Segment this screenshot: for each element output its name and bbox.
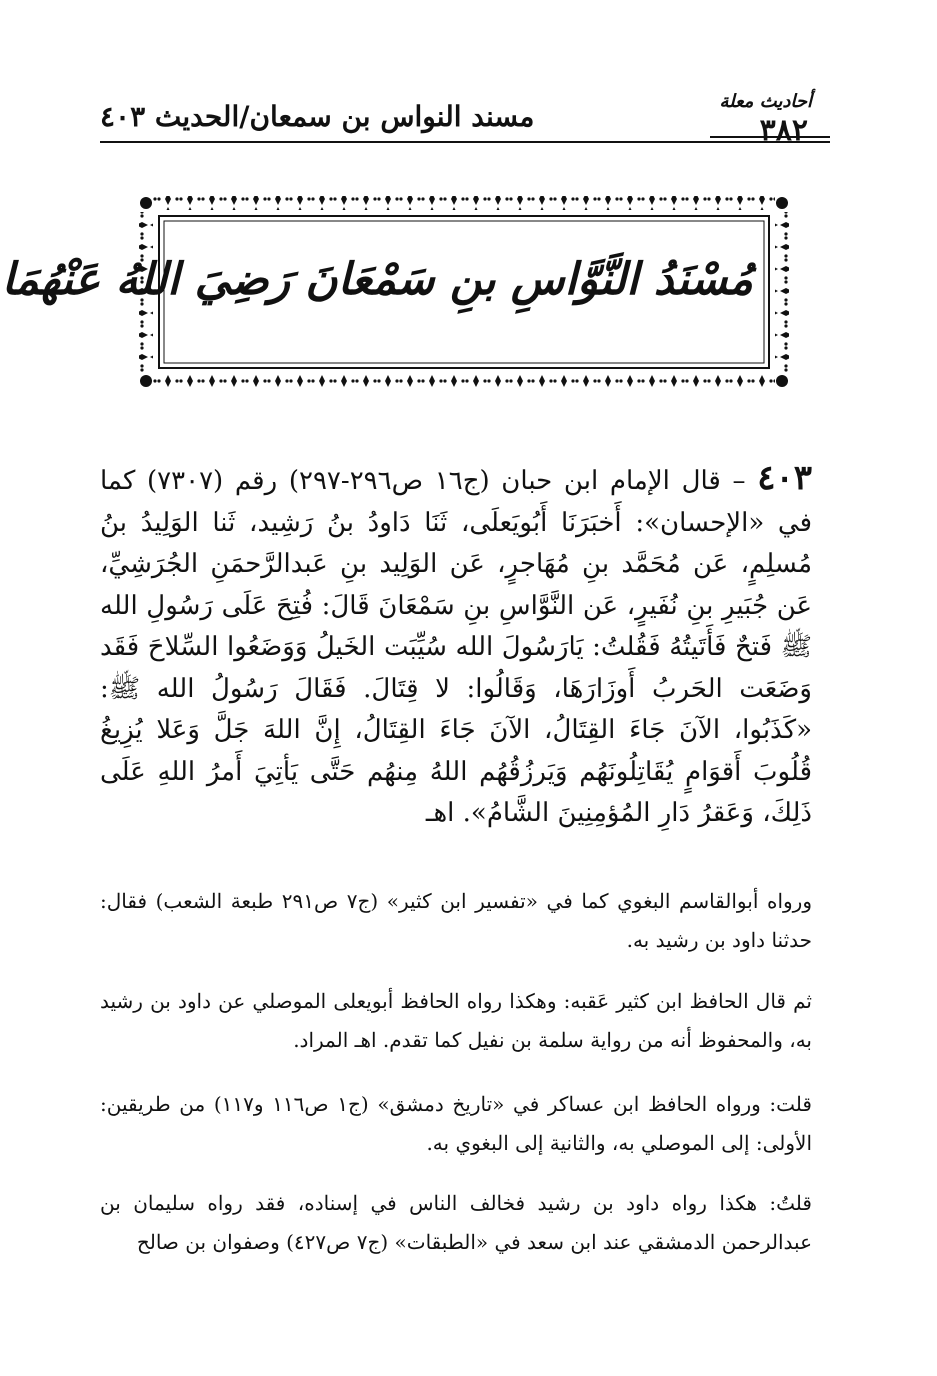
commentary-paragraph-1: ورواه أبوالقاسم البغوي كما في «تفسير ابن كثير» (ج٧ ص٢٩١ طبعة الشعب) فقال: حدثنا داود بن رشيد به. bbox=[100, 889, 812, 952]
header-rule-short bbox=[710, 136, 830, 138]
hadith-number: ٤٠٣ bbox=[757, 458, 813, 498]
page-number: ٣٨٢ bbox=[759, 113, 808, 148]
hadith-text: – قال الإمام ابن حبان (ج١٦ ص٢٩٦-٢٩٧) رقم (٧٣٠٧) كما في «الإحسان»: أَخبَرَنَا أَبُويَعلَى، ثَنَا دَاودُ بنُ رَشِيد، ثَنا الوَلِيدُ بنُ مُسلِمٍ، عَن مُحَمَّد بنِ مُهَاجرٍ، عَن الوَلِيد بنِ عَبدالرَّحمَنِ الجُرَشِيِّ، عَن جُبَيرِ بنِ نُفَيرٍ، عَن النَّوَّاسِ بنِ سَمْعَانَ قَالَ: فُتِحَ عَلَى رَسُولِ الله ﷺ فَتحٌ فَأَتَيتُهُ فَقُلتُ: يَارَسُولَ الله سُيِّبَت الخَيلُ وَوَضَعُوا السِّلاحَ فَقَد وَضَعَت الحَربُ أَوزَارَهَا، وَقَالُوا: لا قِتَالَ. فَقَالَ رَسُولُ الله ﷺ: «كَذَبُوا، الآنَ جَاءَ القِتَالُ، الآنَ جَاءَ القِتَالُ، إِنَّ اللهَ جَلَّ وَعَلا يُزِيغُ قُلُوبَ أَقوَامٍ يُقَاتِلُونَهُم وَيَرزُقُهُم اللهُ مِنهُم حَتَّى يَأتِيَ أَمرُ اللهِ عَلَى ذَلِكَ، وَعَقرُ دَارِ المُؤمِنِينَ الشَّامُ». اهـ bbox=[100, 466, 812, 828]
hadith-paragraph bbox=[100, 458, 812, 835]
commentary-paragraph-3: قلت: ورواه الحافظ ابن عساكر في «تاريخ دمشق» (ج١ ص١١٦ و١١٧) من طريقين: الأولى: إلى الموصلي به، والثانية إلى البغوي به. bbox=[100, 1092, 812, 1155]
header-note: أحاديث معلة bbox=[719, 91, 812, 112]
section-title-frame bbox=[1, 192, 793, 392]
section-title: مُسْنَدُ النَّوَّاسِ بنِ سَمْعَانَ رَضِيَ اللهُ عَنْهُمَا bbox=[1, 254, 753, 305]
header-rule bbox=[100, 141, 830, 143]
commentary-paragraph-4: قلتُ: هكذا رواه داود بن رشيد فخالف الناس في إسناده، فقد رواه سليمان بن عبدالرحمن الدمشقي عند ابن سعد في «الطبقات» (ج٧ ص٤٢٧) وصفوان بن صالح bbox=[100, 1191, 812, 1254]
commentary-paragraph-2: ثم قال الحافظ ابن كثير عَقبه: وهكذا رواه الحافظ أبويعلى الموصلي عن داود بن رشيد به، والمحفوظ أنه من رواية سلمة بن نفيل كما تقدم. اهـ المراد. bbox=[100, 989, 812, 1052]
running-title: مسند النواس بن سمعان/الحديث ٤٠٣ bbox=[100, 100, 535, 133]
page-header bbox=[100, 85, 830, 150]
